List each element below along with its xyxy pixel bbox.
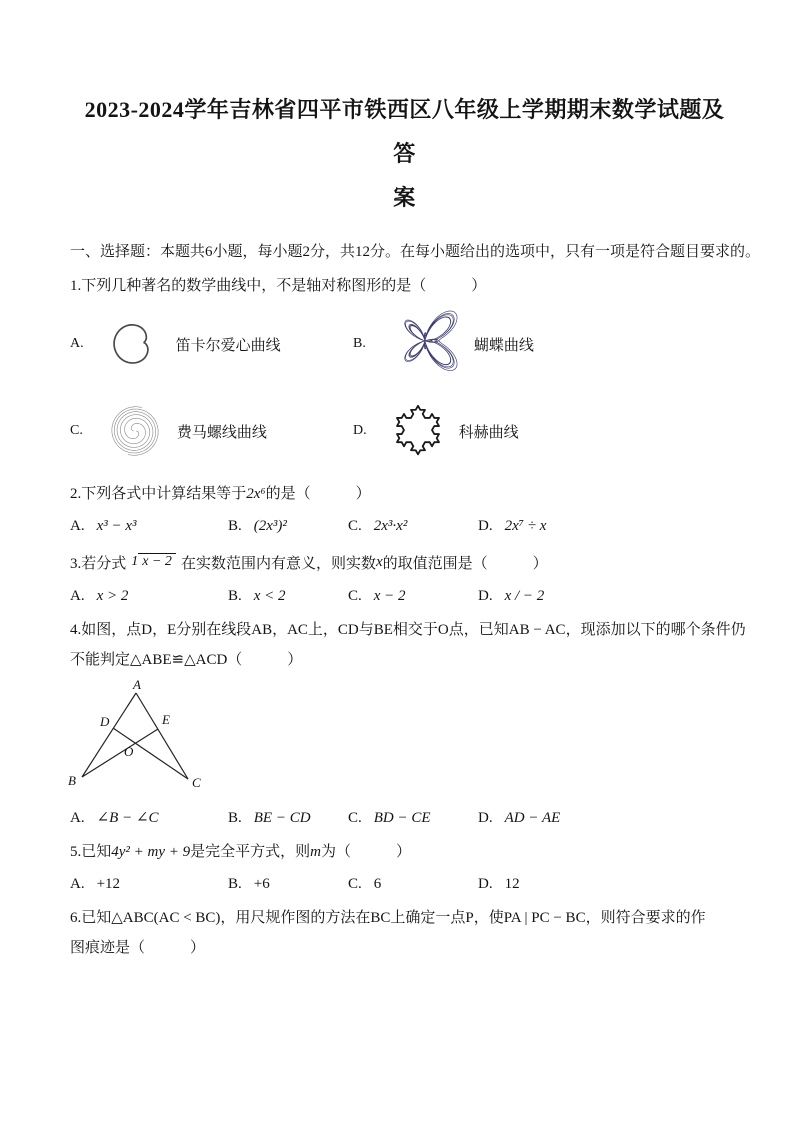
point-label-d: D — [100, 714, 110, 729]
option-key: A. — [70, 336, 84, 351]
q2-option-b — [228, 518, 348, 535]
q4-stem-line2: 不能判定△ABE≌△ACD（ ） — [70, 652, 303, 668]
page-content — [0, 88, 793, 957]
option-key: B. — [353, 336, 366, 351]
fermat-spiral-icon — [99, 394, 171, 468]
q2-options-row — [70, 518, 739, 535]
option-key: C. — [348, 876, 362, 892]
question-6 — [70, 906, 739, 957]
fraction-denominator: x − 2 — [138, 553, 176, 569]
option-key: D. — [478, 588, 493, 604]
option-expression: x > 2 — [96, 588, 129, 604]
q4-option-c — [348, 810, 478, 827]
koch-snowflake-icon — [383, 393, 453, 469]
butterfly-curve-icon — [382, 304, 468, 384]
option-key: B. — [228, 518, 242, 534]
q2-option-d — [478, 518, 546, 535]
option-key: B. — [228, 588, 242, 604]
option-expression: x − 2 — [373, 588, 406, 604]
q2-option-a — [70, 518, 228, 535]
q1-option-b — [353, 304, 534, 384]
option-key: B. — [228, 876, 242, 892]
question-4 — [68, 618, 746, 827]
q3-stem-text2: 在实数范围内有意义，则实数 — [180, 556, 376, 572]
option-key: A. — [70, 810, 85, 826]
question-1 — [70, 274, 739, 469]
point-label-o: O — [124, 744, 134, 759]
q3-fraction — [131, 554, 176, 570]
q5-option-c — [348, 876, 478, 893]
fraction-numerator: 1 — [131, 554, 139, 570]
q1-stem: 1.下列几种著名的数学曲线中，不是轴对称图形的是（ ） — [70, 278, 487, 294]
q4-option-a — [70, 808, 228, 827]
q5-option-d — [478, 876, 520, 893]
option-key: C. — [348, 588, 362, 604]
option-key: D. — [478, 518, 493, 534]
q5-option-b — [228, 876, 348, 893]
q2-stem-math: 2x⁶ — [246, 486, 266, 502]
descartes-heart-curve-icon — [100, 303, 170, 385]
q6-stem-line1: 6.已知△ABC(AC < BC)，用尺规作图的方法在BC上确定一点P，使PA | PC − BC，则符合要求的作 — [70, 910, 706, 926]
question-5 — [70, 840, 739, 893]
q1-option-b-label: 蝴蝶曲线 — [473, 337, 534, 354]
page-title-line2: 案 — [393, 185, 416, 210]
q4-options-row — [70, 808, 739, 827]
vertex-label-b: B — [68, 773, 76, 788]
option-expression: BE − CD — [253, 810, 311, 826]
vertex-label-a: A — [133, 679, 141, 692]
q3-option-a — [70, 588, 228, 605]
q1-option-c-label: 费马螺线曲线 — [176, 424, 267, 441]
q3-options-row — [70, 588, 739, 605]
q1-option-d — [353, 393, 519, 469]
q1-option-c — [70, 394, 353, 468]
triangle-figure — [66, 679, 206, 793]
option-expression: AD − AE — [504, 810, 561, 826]
q5-stem-variable: m — [310, 844, 322, 860]
q3-option-c — [348, 588, 478, 605]
q1-options-row-1 — [70, 303, 739, 385]
q5-stem-math: 4y² + my + 9 — [111, 844, 191, 860]
option-expression: x / − 2 — [504, 588, 545, 604]
option-key: C. — [348, 810, 362, 826]
option-key: D. — [353, 423, 367, 438]
q5-stem-text3: 为（ ） — [321, 844, 412, 860]
q3-stem-text3: 的取值范围是（ ） — [382, 556, 548, 572]
q4-option-b — [228, 810, 348, 827]
option-expression: x³ − x³ — [96, 518, 137, 534]
option-key: A. — [70, 588, 85, 604]
q1-option-a — [70, 303, 353, 385]
q6-stem-line2: 图痕迹是（ ） — [70, 940, 206, 956]
option-key: D. — [478, 810, 493, 826]
option-key: B. — [228, 810, 242, 826]
page-title-line1: 2023-2024学年吉林省四平市铁西区八年级上学期期末数学试题及答 — [84, 97, 725, 166]
triangle-lines — [82, 693, 188, 779]
q3-stem-variable: x — [375, 554, 383, 570]
option-expression: +12 — [96, 876, 121, 892]
q3-option-b — [228, 588, 348, 605]
q2-stem-text: 2.下列各式中计算结果等于 — [70, 486, 247, 502]
q5-stem-text2: 是完全平方式，则 — [190, 844, 311, 860]
option-expression: +6 — [253, 876, 270, 892]
option-expression: ∠B − ∠C — [96, 810, 159, 826]
option-expression: 12 — [504, 876, 520, 892]
q5-options-row — [70, 876, 739, 893]
question-3 — [70, 552, 739, 605]
option-expression: 2x³·x² — [373, 518, 408, 534]
option-expression: 6 — [373, 876, 382, 892]
option-expression: (2x³)² — [253, 518, 287, 534]
option-expression: BD − CE — [373, 810, 431, 826]
page-title — [76, 88, 733, 220]
option-key: C. — [348, 518, 362, 534]
option-key: A. — [70, 876, 85, 892]
q1-options-row-2 — [70, 393, 739, 469]
question-2 — [70, 482, 739, 535]
option-expression: x < 2 — [253, 588, 286, 604]
q4-stem-line1: 4.如图，点D，E分别在线段AB，AC上，CD与BE相交于O点，已知AB − AC，现添加以下的哪个条件仍 — [70, 622, 746, 638]
option-key: A. — [70, 518, 85, 534]
q5-stem — [70, 840, 739, 861]
q5-stem-text: 5.已知 — [70, 844, 112, 860]
q5-option-a — [70, 876, 228, 893]
q3-option-d — [478, 588, 544, 605]
q3-stem — [70, 552, 739, 573]
q3-stem-text: 3.若分式 — [70, 556, 127, 572]
q1-option-d-label: 科赫曲线 — [458, 424, 519, 441]
q2-stem — [70, 482, 739, 503]
q1-option-a-label: 笛卡尔爱心曲线 — [175, 337, 281, 354]
q2-stem-text2: 的是（ ） — [265, 486, 371, 502]
section-header: 一、选择题：本题共6小题，每小题2分，共12分。在每小题给出的选项中，只有一项是符合题目要求的。 — [70, 244, 761, 260]
option-key: C. — [70, 423, 83, 438]
option-key: D. — [478, 876, 493, 892]
q2-option-c — [348, 518, 478, 535]
vertex-label-c: C — [192, 775, 201, 790]
option-expression: 2x⁷ ÷ x — [504, 518, 547, 534]
q4-option-d — [478, 810, 560, 827]
point-label-e: E — [162, 712, 170, 727]
